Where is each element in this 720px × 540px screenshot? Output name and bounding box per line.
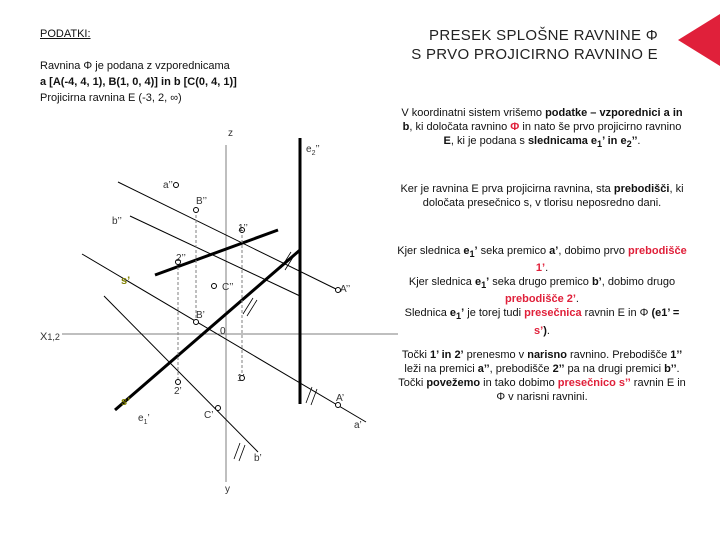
p3-bold: e — [463, 245, 470, 257]
label-2pp: 2’’ — [176, 253, 186, 264]
e2-mark: ’’ — [315, 144, 320, 155]
p3-bold: a’ — [549, 245, 559, 257]
p1-bold: ’ in e — [602, 135, 627, 147]
p3-text: seka drugo premico — [489, 276, 592, 289]
data-line3: Projicirna ravnina E (-3, 2, ∞) — [40, 92, 182, 104]
p3-red: s’ — [534, 324, 544, 337]
p4-bold: b’’ — [664, 363, 677, 375]
point-B2 — [194, 208, 199, 213]
p4-red: presečnico s’’ — [557, 377, 631, 389]
p3-bold: b’ — [591, 276, 602, 289]
e1-letter: e — [138, 413, 144, 424]
point-2p — [176, 380, 181, 385]
label-A2: A’’ — [340, 284, 351, 295]
p3-bold: (e1’ = — [651, 307, 680, 320]
label-e2 — [306, 144, 320, 157]
label-1pp: 1’’ — [238, 223, 248, 234]
x12-letter: X — [40, 331, 48, 343]
parallel-mark-4 — [234, 443, 245, 461]
point-markers — [174, 183, 341, 411]
p1-red: Φ — [510, 121, 520, 133]
p3-red: presečnica — [524, 307, 582, 320]
p3-bold: e — [449, 307, 457, 320]
e1-sub: 1 — [143, 419, 148, 426]
label-x12 — [40, 331, 60, 343]
p2-text: Ker je ravnina E prva projicirna ravnina, sta — [400, 183, 614, 195]
label-B2: B’’ — [196, 196, 207, 207]
label-y: y — [225, 484, 230, 495]
label-B1: B’ — [196, 310, 205, 321]
p3-text: Slednica — [404, 307, 450, 320]
p4-text: , prebodišče — [489, 363, 553, 375]
p1-text: , ki je podana s — [450, 135, 528, 147]
label-C2: C’’ — [222, 282, 234, 293]
p2-text: , ki določata presečnico s, v tlorisu neposredno dani. — [422, 183, 684, 209]
line-b1 — [104, 296, 258, 452]
p4-text: leži na premici — [404, 363, 478, 375]
label-A1: A’ — [336, 393, 345, 404]
label-C1: C’ — [204, 410, 214, 421]
p3-text: . — [545, 262, 549, 275]
p1-text: in nato še prvo projicirno ravnino — [519, 121, 682, 133]
p4-bold: 2’’ — [552, 363, 565, 375]
p3-text: . — [575, 293, 579, 306]
p3-text: . — [546, 324, 550, 337]
p4-bold: narisno — [527, 349, 567, 361]
data-line1: Ravnina Φ je podana z vzporednicama — [40, 60, 230, 72]
p4-text: Točki — [401, 349, 430, 361]
line-a2 — [118, 182, 338, 290]
p3-text: Kjer slednica — [408, 276, 475, 289]
p3-bold: ’ — [474, 245, 478, 257]
p3-bold: ’ — [486, 276, 490, 289]
p3-bold: e — [474, 276, 482, 289]
p3-text: seka premico — [477, 245, 550, 257]
e2-sub: 2 — [311, 150, 316, 157]
p3-text: , dobimo prvo — [558, 245, 629, 257]
p1-text: . — [637, 135, 641, 147]
p4-bold: 1’ in 2’ — [429, 349, 464, 361]
label-1p: 1’ — [237, 373, 245, 384]
p4-text: prenesmo v — [463, 349, 528, 361]
p4-text: ravnin E in Φ v narisni ravnini. — [496, 377, 686, 403]
p1-bold: podatke – vzporednici a in b — [402, 107, 683, 133]
p1-text: V koordinatni sistem vrišemo — [401, 107, 546, 119]
label-origin: 0 — [220, 326, 226, 337]
point-C1 — [216, 406, 221, 411]
trace-e1-s1 — [115, 250, 300, 410]
data-line2: a [A(-4, 4, 1), B(1, 0, 4)] in b [C(0, 4, 1)] — [40, 76, 237, 88]
point-a2-start — [174, 183, 179, 188]
e1-mark: ’ — [147, 413, 150, 424]
p4-text: Točki — [398, 377, 427, 389]
p3-red: prebodišče 2’ — [505, 293, 576, 306]
p4-bold: a’’ — [477, 363, 490, 375]
p3-text: , dobimo drugo — [601, 276, 676, 289]
x12-sub: 1,2 — [47, 332, 60, 342]
e2-letter: e — [306, 144, 312, 155]
p3-text: Kjer slednica — [397, 245, 464, 257]
p3-text: je torej tudi — [464, 307, 525, 320]
p2-bold: prebodišči — [613, 183, 670, 195]
p4-text: . — [676, 363, 680, 375]
p3-red: prebodišče 1’ — [535, 245, 687, 275]
p1-sub: 1 — [597, 139, 603, 150]
p1-sub: 2 — [626, 139, 632, 150]
p3-sub: 1 — [481, 280, 487, 291]
label-a1: a’ — [354, 420, 362, 431]
p4-bold: povežemo — [426, 377, 481, 389]
diagram-text — [40, 128, 362, 495]
p3-bold: ’ — [461, 307, 465, 320]
label-b2: b’’ — [112, 216, 122, 227]
p1-bold: slednicama e — [527, 135, 598, 147]
p3-sub: 1 — [456, 311, 462, 322]
point-C2 — [212, 284, 217, 289]
label-s1: s’ — [121, 396, 131, 408]
p4-text: in tako dobimo — [480, 377, 558, 389]
label-a2: a’’ — [163, 180, 173, 191]
data-header: PODATKI: — [40, 28, 91, 40]
label-s2: s’ — [121, 275, 131, 287]
label-z: z — [228, 128, 233, 139]
p3-sub: 1 — [469, 249, 475, 260]
p4-text: ravnino. Prebodišče — [566, 349, 671, 361]
label-e1 — [138, 413, 150, 426]
p1-bold: ’’ — [631, 135, 638, 147]
p1-text: , ki določata ravnino — [409, 121, 511, 133]
p1-bold: E — [443, 135, 451, 147]
p3-bold: ) — [543, 324, 547, 337]
label-2p: 2’ — [174, 386, 182, 397]
p4-bold: 1’’ — [670, 349, 683, 361]
label-b1: b’ — [254, 453, 262, 464]
p4-text: pa na drugi premici — [564, 363, 665, 375]
title-line1: PRESEK SPLOŠNE RAVNINE Φ — [429, 27, 658, 44]
title-line2: S PRVO PROJICIRNO RAVNINO E — [411, 46, 658, 63]
p3-text: ravnin E in Φ — [581, 307, 652, 320]
parallel-mark-2 — [243, 298, 257, 316]
